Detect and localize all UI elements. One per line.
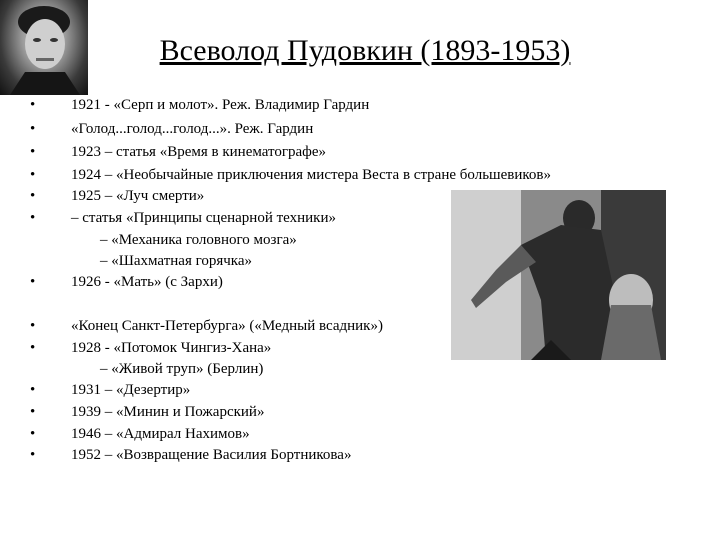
bullet-icon: •: [30, 97, 36, 113]
list-item-text: – «Шахматная горячка»: [100, 253, 253, 269]
bullet-icon: •: [30, 426, 36, 442]
slide-title: Всеволод Пудовкин (1893-1953): [159, 34, 571, 67]
list-item-text: – статья «Принципы сценарной техники»: [71, 210, 336, 226]
bullet-icon: •: [30, 188, 36, 204]
list-item-text: – «Живой труп» (Берлин): [100, 361, 264, 377]
bullet-icon: •: [30, 318, 36, 334]
list-item-text: 1952 – «Возвращение Василия Бортникова»: [71, 447, 352, 463]
bullet-icon: •: [30, 382, 36, 398]
list-item-text: 1924 – «Необычайные приключения мистера Веста в стране большевиков»: [71, 167, 551, 183]
bullet-icon: •: [30, 340, 36, 356]
list-item-text: 1925 – «Луч смерти»: [71, 188, 205, 204]
list-item-text: 1931 – «Дезертир»: [71, 382, 191, 398]
list-item-text: «Голод...голод...голод...». Реж. Гардин: [71, 121, 314, 137]
list-item-text: 1939 – «Минин и Пожарский»: [71, 404, 265, 420]
bullet-icon: •: [30, 404, 36, 420]
film-still-photo: [451, 190, 666, 360]
bullet-icon: •: [30, 274, 36, 290]
list-item-text: 1928 - «Потомок Чингиз-Хана»: [71, 340, 272, 356]
list-item-text: 1923 – статья «Время в кинематографе»: [71, 144, 327, 160]
bullet-icon: •: [30, 167, 36, 183]
list-item-text: «Конец Санкт-Петербурга» («Медный всадник»): [71, 318, 383, 334]
list-item-text: 1926 - «Мать» (с Зархи): [71, 274, 223, 290]
bullet-icon: •: [30, 210, 36, 226]
list-item-text: 1946 – «Адмирал Нахимов»: [71, 426, 250, 442]
bullet-icon: •: [30, 144, 36, 160]
bullet-icon: •: [30, 447, 36, 463]
list-item-text: – «Механика головного мозга»: [100, 232, 297, 248]
bullet-icon: •: [30, 121, 36, 137]
list-item-text: 1921 - «Серп и молот». Реж. Владимир Гардин: [71, 97, 370, 113]
film-still-icon: [451, 190, 666, 360]
